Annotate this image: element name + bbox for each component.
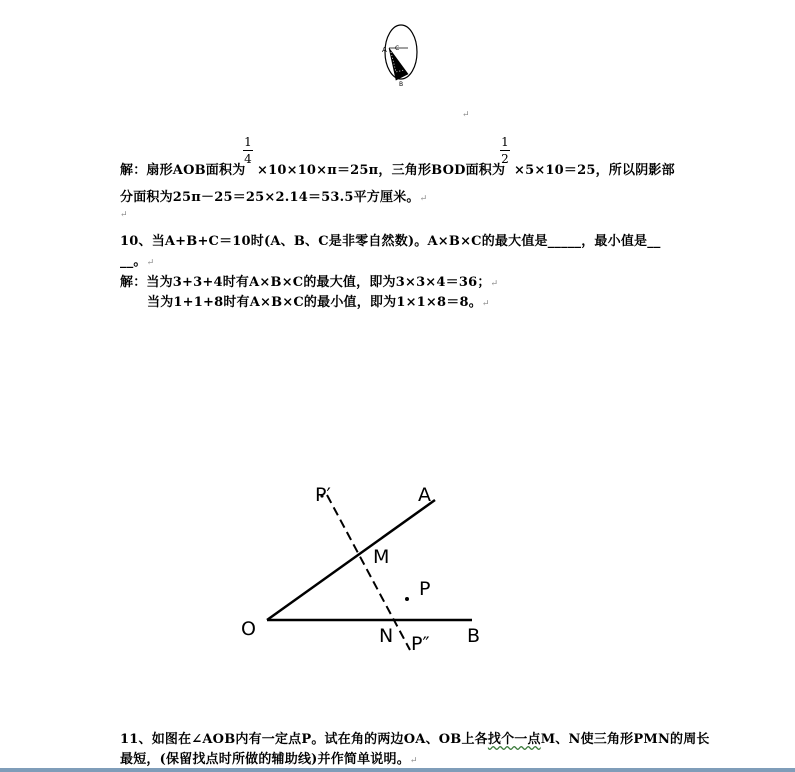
figure-label-b: B: [399, 81, 404, 88]
paragraph-mark: ↵: [481, 299, 490, 309]
solution-9-suffix: ×5×10＝25，所以阴影部: [514, 163, 675, 178]
question-10-line1: 10、当A+B+C＝10时(A、B、C是非零自然数)。A×B×C的最大值是_____，最小值是__: [120, 234, 661, 249]
question-11-line1-c: M、N使三角形PMN的周长: [540, 732, 710, 747]
fraction-numerator: 1: [501, 135, 509, 149]
angle-figure: [230, 470, 510, 660]
question-11-line2-text: 最短，(保留找点时所做的辅助线)并作简单说明。: [120, 752, 410, 767]
point-p: [405, 597, 409, 601]
question-10-line2-text: __。: [120, 254, 147, 269]
ray-oa: [267, 500, 435, 620]
solution-9-line2: [120, 186, 427, 205]
paragraph-mark: ↵: [120, 210, 128, 220]
dashed-line-p-prime: [327, 495, 410, 650]
label-a: A: [418, 484, 431, 506]
paragraph-mark: ↵: [462, 110, 470, 120]
figure-label-c: C: [395, 45, 400, 52]
paragraph-mark: ↵: [409, 756, 418, 766]
solution-9-line2-text: 分面积为25π－25＝25×2.14＝53.5平方厘米。: [120, 190, 420, 205]
question-11-line2: [120, 748, 418, 767]
fraction-denominator: 4: [244, 152, 252, 166]
paragraph-mark: ↵: [490, 279, 499, 289]
answer-10-line1-text: 解：当为3+3+4时有A×B×C的最大值，即为3×3×4＝36；: [120, 275, 491, 290]
solution-9-line1: [120, 159, 245, 178]
answer-10-line2: [147, 291, 490, 310]
paragraph-mark: ↵: [146, 258, 155, 268]
label-p-prime: P′: [315, 484, 331, 506]
paragraph-mark: ↵: [419, 194, 428, 204]
fraction-one-quarter: [242, 135, 254, 166]
question-11-line1-a: 11、如图在∠AOB内有一定点P。试在角的两边OA、OB上各: [120, 732, 488, 747]
fraction-one-half: [499, 135, 511, 166]
question-10-line2: [120, 250, 154, 269]
solution-9-prefix: 解：扇形AOB面积为: [120, 163, 246, 178]
figure-label-a: A: [382, 46, 387, 54]
label-p: P: [419, 578, 431, 600]
sector-figure: [378, 22, 424, 90]
answer-10-line2-text: 当为1+1+8时有A×B×C的最小值，即为1×1×8＝8。: [147, 295, 482, 310]
label-p-double-prime: P″: [411, 633, 430, 655]
label-o: O: [241, 618, 256, 640]
window-bottom-border: [0, 768, 795, 772]
solution-9-mid: ×10×10×π＝25π，三角形BOD面积为: [257, 163, 506, 178]
label-n: N: [379, 625, 394, 647]
answer-10-line1: [120, 271, 498, 290]
label-b: B: [467, 625, 481, 647]
question-11-line1-b: 找个一点: [487, 732, 541, 747]
fraction-denominator: 2: [501, 152, 509, 166]
question-11-line1: [120, 728, 710, 747]
label-m: M: [373, 546, 390, 568]
fraction-numerator: 1: [244, 135, 252, 149]
